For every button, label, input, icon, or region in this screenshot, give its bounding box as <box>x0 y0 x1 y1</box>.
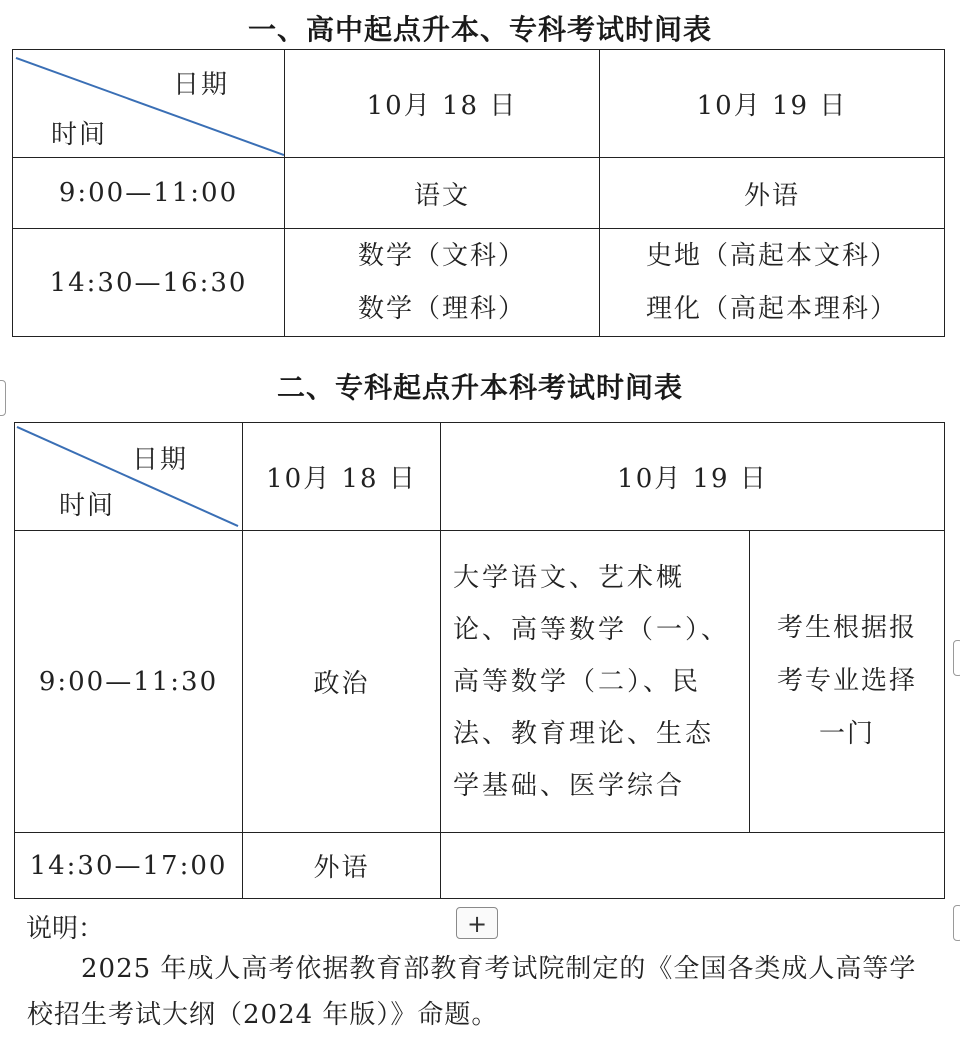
diagonal-header-cell <box>15 423 243 531</box>
time-slot: 9:00—11:00 <box>13 158 285 229</box>
subject-line: 数学（理科） <box>357 293 526 324</box>
subject-cell: 语文 <box>285 158 600 229</box>
table1-title: 一、高中起点升本、专科考试时间表 <box>247 13 712 46</box>
subject-line: 史地（高起本文科） <box>645 240 898 271</box>
add-row-button[interactable]: + <box>456 907 498 939</box>
resize-handle-right[interactable] <box>953 640 960 676</box>
subject-cell <box>600 229 945 337</box>
note-text: 2025 年成人高考依据教育部教育考试院制定的《全国各类成人高等学校招生考试大纲（2024 年版）》命题。 <box>27 954 917 1030</box>
empty-cell <box>441 833 945 899</box>
date-header: 10月 18 日 <box>243 423 441 531</box>
diagonal-line <box>15 423 242 530</box>
diagonal-header-cell <box>13 50 285 158</box>
resize-handle-right[interactable] <box>953 905 960 941</box>
resize-handle-left[interactable] <box>0 380 6 416</box>
subject-cell: 政治 <box>243 531 441 833</box>
subject-list-cell: 大学语文、艺术概论、高等数学（一）、高等数学（二）、民法、教育理论、生态学基础、医学综合 <box>441 531 750 833</box>
time-slot: 9:00—11:30 <box>15 531 243 833</box>
time-slot: 14:30—16:30 <box>13 229 285 337</box>
subject-cell: 外语 <box>600 158 945 229</box>
date-header: 10月 18 日 <box>285 50 600 158</box>
subject-line: 理化（高起本理科） <box>645 293 898 324</box>
time-slot: 14:30—17:00 <box>15 833 243 899</box>
selection-note-cell: 考生根据报考专业选择一门 <box>750 531 945 833</box>
exam-schedule-table-1 <box>12 49 945 337</box>
subject-cell: 外语 <box>243 833 441 899</box>
subject-line: 数学（文科） <box>357 240 526 271</box>
exam-schedule-table-2 <box>14 422 945 899</box>
date-header: 10月 19 日 <box>441 423 945 531</box>
time-label: 时间 <box>51 120 108 150</box>
date-label: 日期 <box>131 445 188 475</box>
note-label: 说明： <box>26 914 105 944</box>
time-label: 时间 <box>59 491 116 521</box>
table2-title: 二、专科起点升本科考试时间表 <box>276 371 683 404</box>
date-header: 10月 19 日 <box>600 50 945 158</box>
date-label: 日期 <box>172 70 229 100</box>
subject-cell <box>285 229 600 337</box>
